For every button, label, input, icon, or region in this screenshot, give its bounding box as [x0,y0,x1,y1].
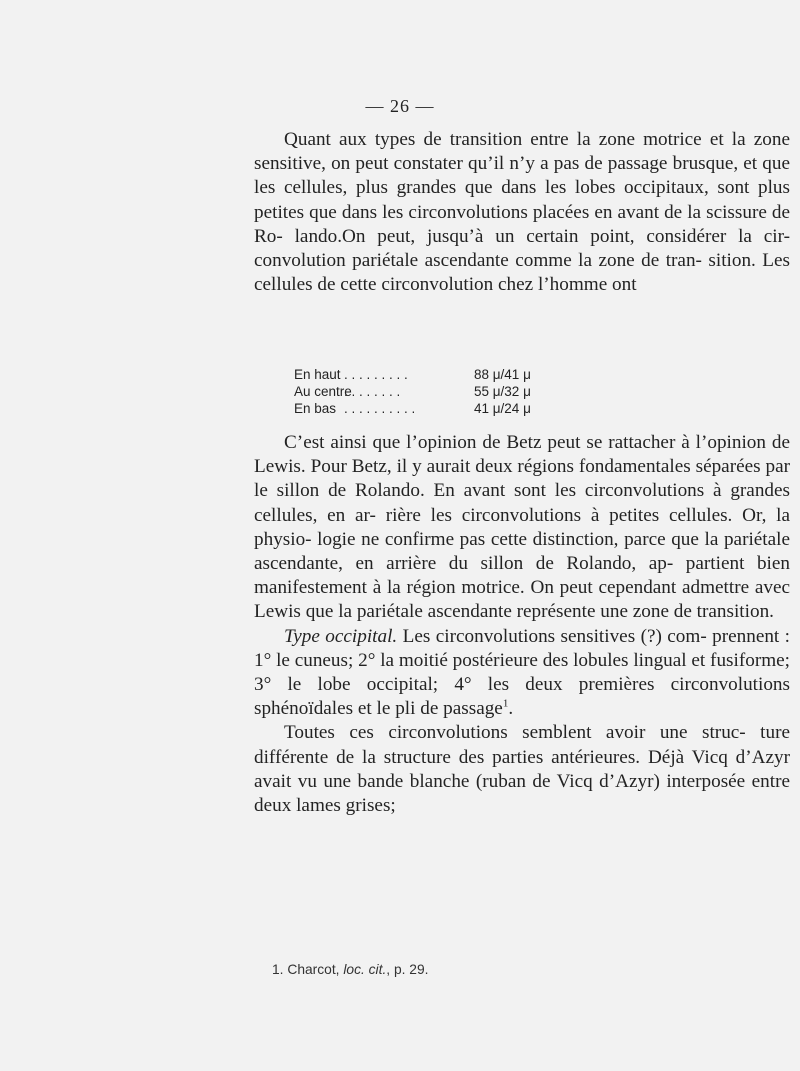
paragraph-3-end: . [508,698,514,720]
footnote-page: , p. 29. [386,962,429,977]
row-label: En haut [294,367,341,382]
footnote-author: Charcot, [287,962,340,977]
paragraph-2: C’est ainsi que l’opinion de Betz peut se rattacher à l’opinion de Lewis. Pour Betz, il y aurait deux régions fondamentales séparées par le sillon de Rolando. En avant sont les circonvolutions à grandes cellules, en ar- rière les circonvolutions à petites cellules. Or, la physio- logie ne confirme pas cette distinction, parce que la pariétale ascendante, en arrière du sillon de Rolando, ap- partient bien manifestement à la région motrice. On peut cependant admettre avec Lewis que la pariétale ascendante représente une zone de transition. [254,432,790,623]
paragraph-betz-lewis [254,431,790,818]
paragraph-transition [254,128,790,297]
section-heading-type-occipital: Type occipital. [284,625,398,647]
footnote-ref: loc. cit. [343,962,387,977]
table-row [294,383,584,400]
footnote-number: 1. [272,962,284,977]
row-dots: . . . . . . . . . . [344,401,416,416]
page-number: — 26 — [365,96,435,116]
row-value: 41 μ/24 μ [474,401,531,416]
row-dots: . . . . . . . . [344,384,401,399]
footnote [272,962,428,977]
measurement-table [294,366,584,417]
row-value: 55 μ/32 μ [474,384,531,399]
row-value: 88 μ/41 μ [474,367,531,382]
row-dots: . . . . . . . . . [344,367,408,382]
paragraph-3 [254,625,790,722]
row-label: En bas [294,401,337,416]
footnote-reference: 1 [502,697,509,710]
paragraph-1: Quant aux types de transition entre la zone motrice et la zone sensitive, on peut constater qu’il n’y a pas de passage brusque, et que les cellules, plus grandes que dans les lobes occipitaux, sont plus petites que dans les circonvolutions placées en avant de la scissure de Ro- lando.On peut, jusqu’à un certain point, considérer la cir- convolution pariétale ascendante comme la zone de tran- sition. Les cellules de cette circonvolution chez l’homme ont [254,129,790,296]
paragraph-4: Toutes ces circonvolutions semblent avoir une struc- ture différente de la structure des parties antérieures. Déjà Vicq d’Azyr avait vu une bande blanche (ruban de Vicq d’Azyr) interposée entre deux lames grises; [254,722,790,817]
table-row [294,400,584,417]
table-row [294,366,584,383]
row-label: Au centre [294,384,352,399]
paragraph-3-text: Les circonvolutions sensitives (?) com- prennent : 1° le cuneus; 2° la moitié postérieure des lobules lingual et fusiforme; 3° le lobe occipital; 4° les deux premières circonvolutions sphénoïdales et le pli de passage [254,625,790,720]
